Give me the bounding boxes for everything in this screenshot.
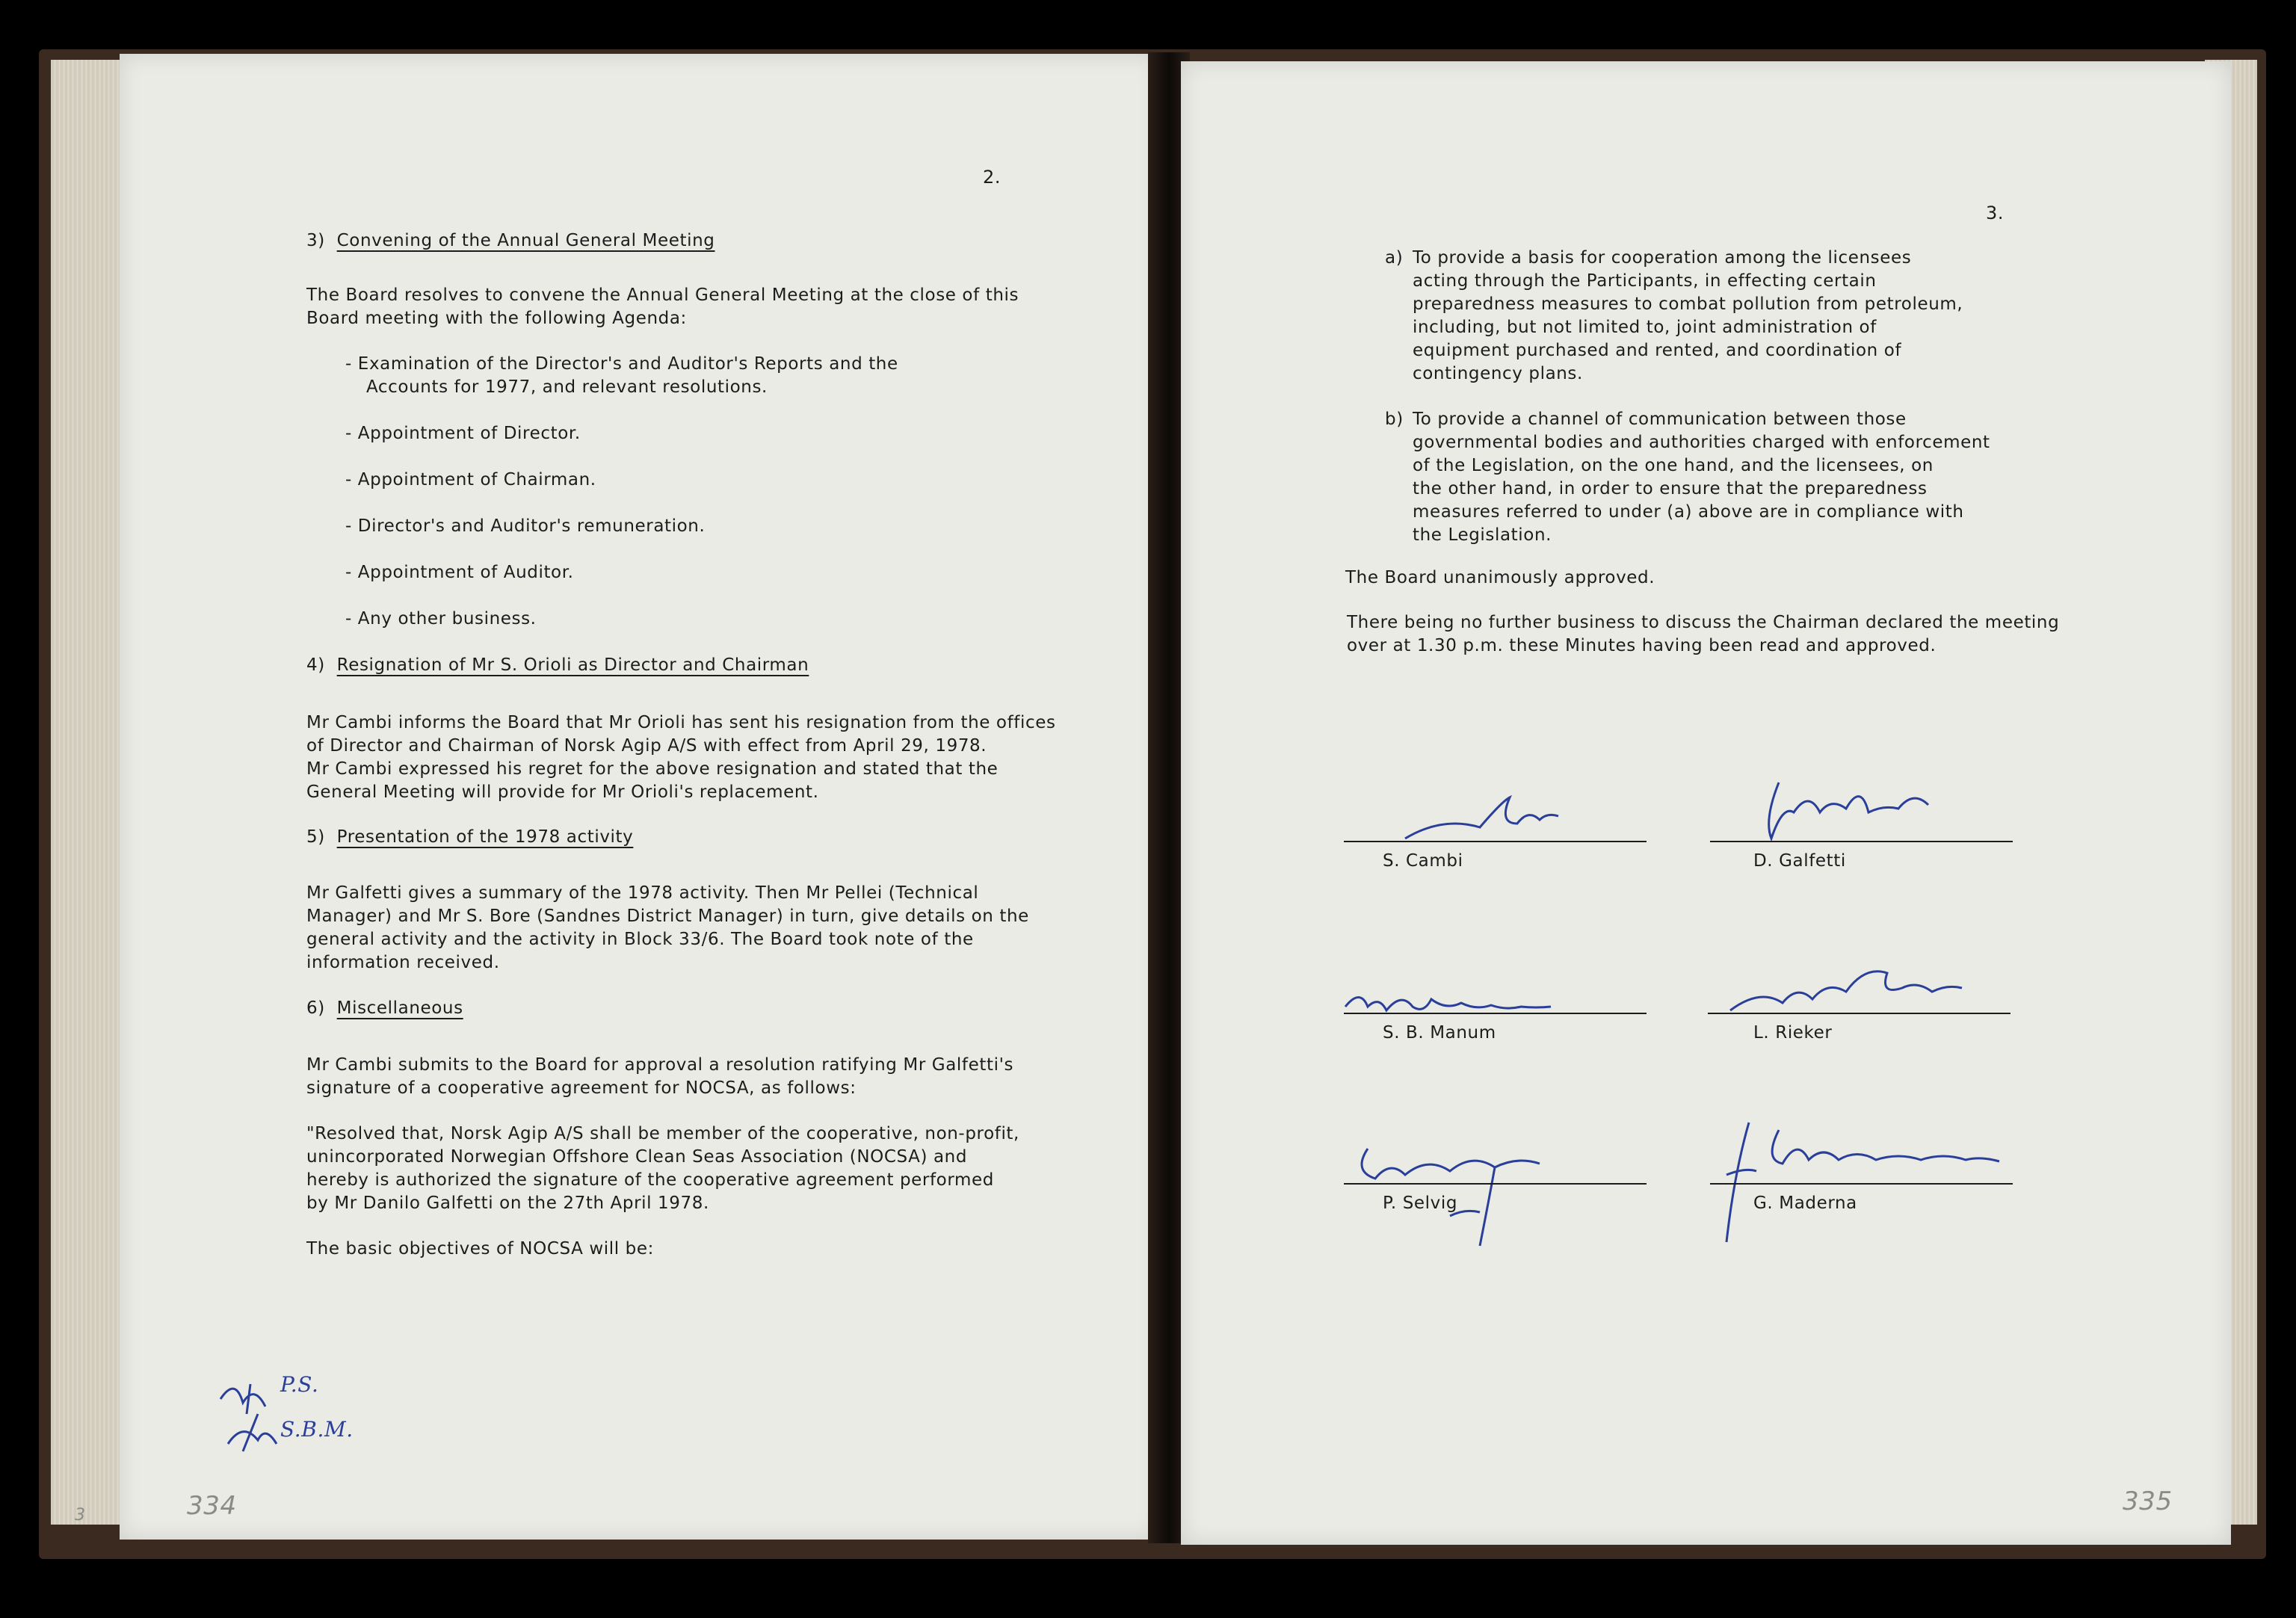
closing-line: There being no further business to discuss the Chairman declared the meeting (1347, 613, 2060, 632)
item-a-line: acting through the Participants, in effecting certain (1413, 271, 1877, 291)
closing-line: over at 1.30 p.m. these Minutes having been read and approved. (1347, 636, 1937, 655)
resolution-line: hereby is authorized the signature of the cooperative agreement performed (306, 1170, 994, 1190)
item-a-label: a) (1385, 248, 1404, 268)
item-a-line: contingency plans. (1413, 364, 1583, 383)
agenda-item: - Appointment of Chairman. (345, 470, 596, 490)
paragraph-line: General Meeting will provide for Mr Orioli's replacement. (306, 782, 819, 802)
item-b-label: b) (1385, 410, 1404, 429)
paragraph-line: of Director and Chairman of Norsk Agip A/S with effect from April 29, 1978. (306, 736, 987, 756)
item-b-line: measures referred to under (a) above are in compliance with (1413, 502, 1964, 522)
paragraph-line: information received. (306, 953, 500, 972)
signatory-name: D. Galfetti (1753, 851, 1846, 871)
signatory-name: G. Maderna (1753, 1194, 1857, 1213)
approved-line: The Board unanimously approved. (1345, 568, 1655, 587)
folio-number: 334 (187, 1491, 237, 1521)
agenda-item: - Director's and Auditor's remuneration. (345, 516, 706, 536)
signature-line (1344, 1183, 1647, 1185)
signature-line (1710, 841, 2013, 842)
signature-line (1344, 1013, 1647, 1014)
signature-cambi (1398, 786, 1577, 853)
signatory-name: L. Rieker (1753, 1023, 1833, 1043)
paragraph-line: Mr Cambi submits to the Board for approval a resolution ratifying Mr Galfetti's (306, 1055, 1014, 1075)
left-page (75, 54, 1158, 1540)
signature-selvig (1345, 1126, 1570, 1253)
signature-line (1344, 841, 1647, 842)
signatory-name: S. Cambi (1383, 851, 1463, 871)
paragraph-line: Mr Cambi expressed his regret for the above resignation and stated that the (306, 759, 999, 779)
item-b-line: the other hand, in order to ensure that the preparedness (1413, 479, 1928, 498)
section-6-heading: 6) Miscellaneous (306, 998, 463, 1018)
folio-mark: 3 (75, 1506, 86, 1525)
paragraph-line: Mr Cambi informs the Board that Mr Orioli has sent his resignation from the offices (306, 713, 1056, 732)
paragraph-line: signature of a cooperative agreement for NOCSA, as follows: (306, 1078, 857, 1098)
item-b-line: of the Legislation, on the one hand, and the licensees, on (1413, 456, 1934, 475)
initials-text-2: S.B.M. (280, 1417, 354, 1442)
initials-text-1: P.S. (280, 1372, 319, 1397)
item-b-line: the Legislation. (1413, 525, 1552, 545)
paragraph-line: Board meeting with the following Agenda: (306, 309, 687, 328)
signature-line (1710, 1183, 2013, 1185)
agenda-item: - Appointment of Auditor. (345, 563, 574, 582)
agenda-item: - Any other business. (345, 609, 537, 629)
agenda-item: - Appointment of Director. (345, 424, 581, 443)
paragraph-line: The Board resolves to convene the Annual General Meeting at the close of this (306, 285, 1019, 305)
section-4-heading: 4) Resignation of Mr S. Orioli as Director and Chairman (306, 655, 809, 675)
signature-rieker (1715, 958, 1984, 1025)
page-number: 2. (983, 167, 1002, 188)
resolution-line: unincorporated Norwegian Offshore Clean Seas Association (NOCSA) and (306, 1147, 968, 1167)
agenda-item-continued: Accounts for 1977, and relevant resolutions. (366, 377, 768, 397)
signature-galfetti (1749, 775, 1943, 850)
page-number: 3. (1986, 203, 2005, 223)
resolution-line: by Mr Danilo Galfetti on the 27th April 1978. (306, 1194, 709, 1213)
folio-number: 335 (2123, 1486, 2173, 1516)
item-b-line: governmental bodies and authorities charged with enforcement (1413, 433, 1990, 452)
section-5-heading: 5) Presentation of the 1978 activity (306, 827, 634, 847)
agenda-item: - Examination of the Director's and Auditor's Reports and the (345, 354, 898, 374)
paragraph-line: general activity and the activity in Block 33/6. The Board took note of the (306, 930, 974, 949)
paragraph-line: Manager) and Mr S. Bore (Sandnes District Manager) in turn, give details on the (306, 907, 1029, 926)
signatory-name: P. Selvig (1383, 1194, 1458, 1213)
section-3-heading: 3) Convening of the Annual General Meeting (306, 231, 715, 250)
item-a-line: preparedness measures to combat pollution from petroleum, (1413, 294, 1963, 314)
item-a-line: including, but not limited to, joint administration of (1413, 318, 1877, 337)
item-b-line: To provide a channel of communication between those (1413, 410, 1907, 429)
right-page (1181, 61, 2231, 1545)
paragraph-line: Mr Galfetti gives a summary of the 1978 activity. Then Mr Pellei (Technical (306, 883, 979, 903)
resolution-line: "Resolved that, Norsk Agip A/S shall be member of the cooperative, non-profit, (306, 1124, 1019, 1143)
signatory-name: S. B. Manum (1383, 1023, 1496, 1043)
item-a-line: equipment purchased and rented, and coordination of (1413, 341, 1902, 360)
item-a-line: To provide a basis for cooperation among the licensees (1413, 248, 1912, 268)
signature-maderna (1712, 1115, 2025, 1250)
objectives-line: The basic objectives of NOCSA will be: (306, 1239, 654, 1259)
signature-line (1708, 1013, 2010, 1014)
